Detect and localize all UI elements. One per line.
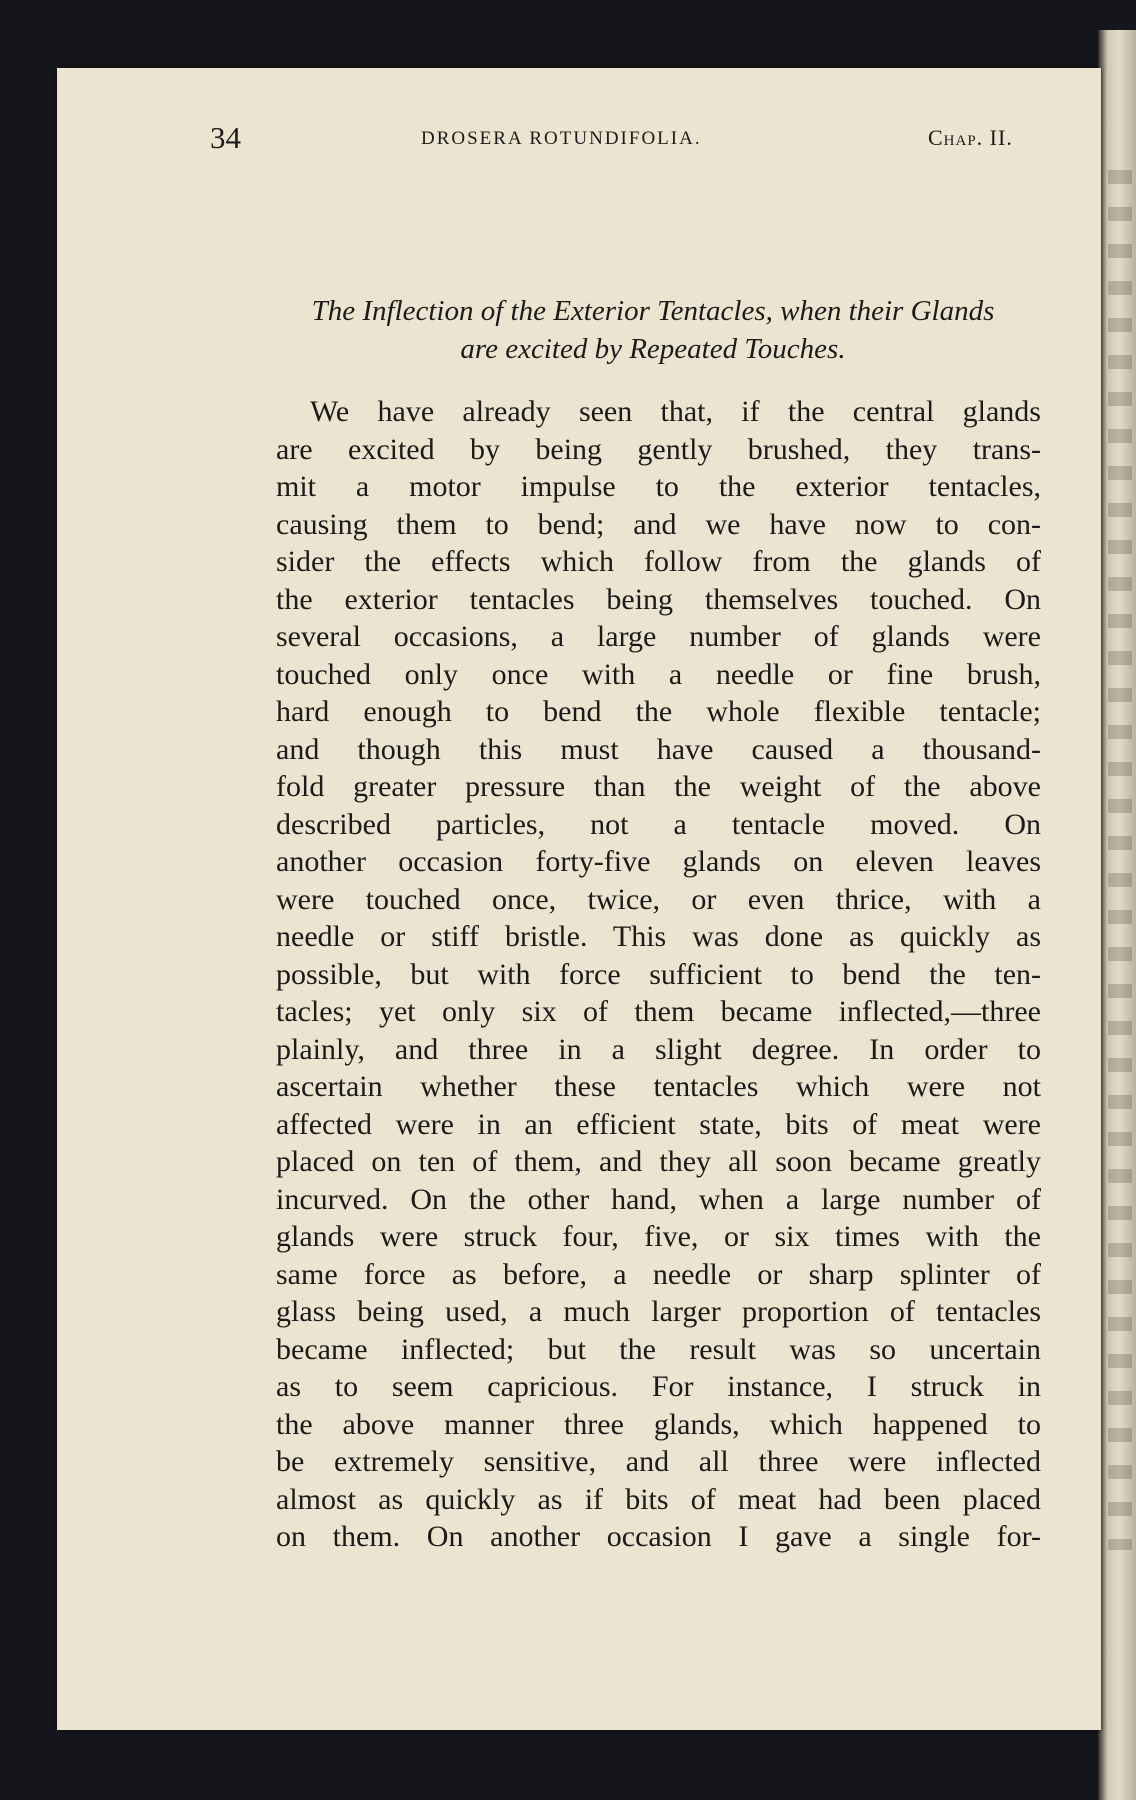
text-line: ascertain whether these tentacles which were not <box>276 1070 1041 1103</box>
adjacent-page-edges <box>1098 30 1136 1800</box>
running-head <box>210 120 1040 168</box>
text-line: were touched once, twice, or even thrice, with a <box>276 882 1041 916</box>
chapter-mark: Chap. II. <box>928 125 1013 150</box>
text-line: another occasion forty-five glands on eleven leaves <box>276 845 1041 878</box>
text-line: and though this must have caused a thousand- <box>276 732 1041 766</box>
text-line: sider the effects which follow from the glands of <box>276 545 1041 578</box>
text-line: the above manner three glands, which happened to <box>276 1407 1041 1441</box>
text-line: fold greater pressure than the weight of the above <box>276 770 1041 803</box>
section-heading-line-2: are excited by Repeated Touches. <box>460 333 846 365</box>
text-line: described particles, not a tentacle moved. On <box>276 807 1041 841</box>
text-line: same force as before, a needle or sharp splinter of <box>276 1257 1041 1291</box>
text-line: mit a motor impulse to the exterior tentacles, <box>276 470 1041 503</box>
text-line: hard enough to bend the whole flexible tentacle; <box>276 695 1041 728</box>
text-line: placed on ten of them, and they all soon became greatly <box>276 1145 1041 1178</box>
text-line: became inflected; but the result was so uncertain <box>276 1332 1041 1366</box>
text-line: needle or stiff bristle. This was done as quickly as <box>276 920 1041 953</box>
text-line: causing them to bend; and we have now to con- <box>276 507 1041 541</box>
text-line: tacles; yet only six of them became inflected,—three <box>276 995 1041 1028</box>
text-line: We have already seen that, if the central glands <box>310 395 1041 428</box>
text-line: glands were struck four, five, or six times with the <box>276 1220 1041 1253</box>
text-line: on them. On another occasion I gave a single for- <box>276 1520 1041 1553</box>
section-heading-line-1: The Inflection of the Exterior Tentacles, when their Glands <box>311 295 995 327</box>
text-line: are excited by being gently brushed, they trans- <box>276 432 1041 466</box>
text-line: several occasions, a large number of glands were <box>276 620 1041 653</box>
text-line: the exterior tentacles being themselves touched. On <box>276 582 1041 616</box>
text-line: touched only once with a needle or fine brush, <box>276 657 1041 691</box>
text-line: incurved. On the other hand, when a large number of <box>276 1182 1041 1216</box>
text-line: possible, but with force sufficient to bend the ten- <box>276 957 1041 991</box>
text-line: almost as quickly as if bits of meat had been placed <box>276 1482 1041 1516</box>
text-line: plainly, and three in a slight degree. In order to <box>276 1032 1041 1066</box>
body-paragraph <box>276 393 1041 1556</box>
page-number: 34 <box>210 120 241 155</box>
text-line: as to seem capricious. For instance, I struck in <box>276 1370 1041 1403</box>
text-line: glass being used, a much larger proportion of tentacles <box>276 1295 1041 1328</box>
section-heading <box>270 292 1036 368</box>
running-title: DROSERA ROTUNDIFOLIA. <box>421 128 702 149</box>
text-line: be extremely sensitive, and all three were inflected <box>276 1445 1041 1478</box>
text-line: affected were in an efficient state, bits of meat were <box>276 1107 1041 1141</box>
